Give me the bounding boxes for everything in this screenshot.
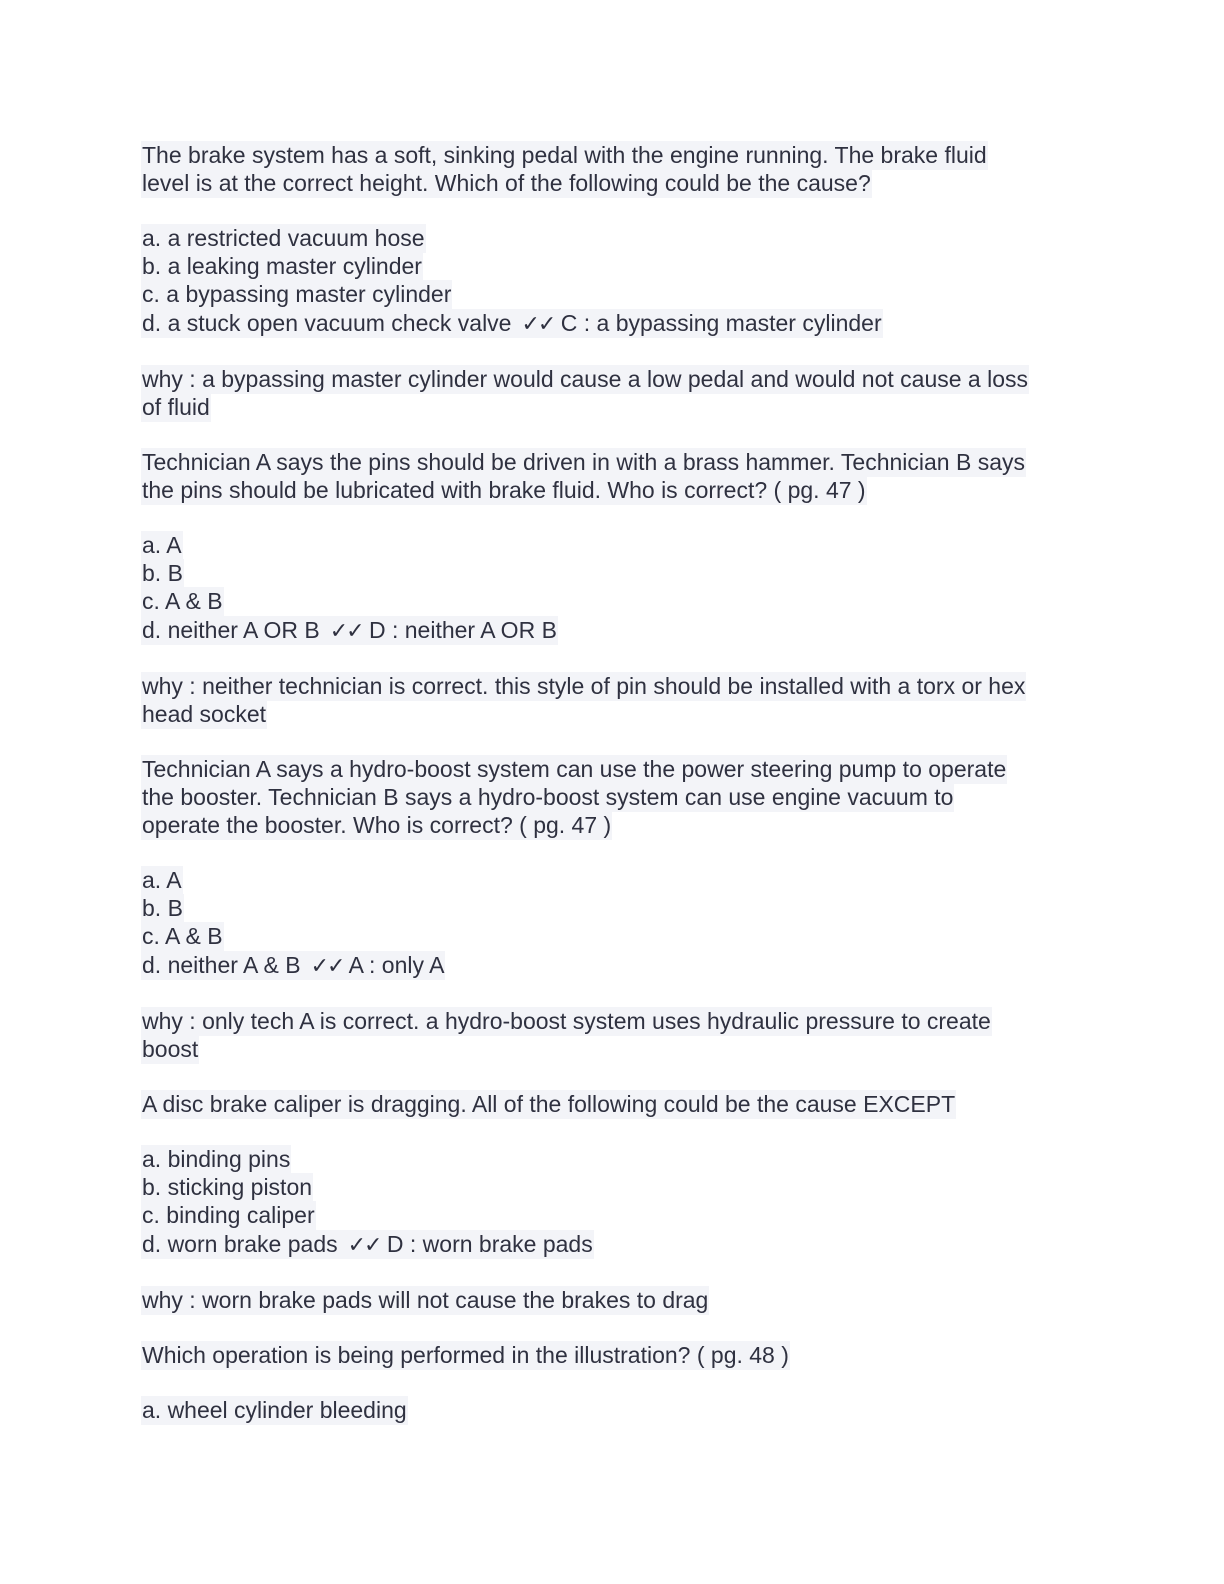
answer-option: a. binding pins xyxy=(142,1146,291,1172)
question-stem-line: The brake system has a soft, sinking pedal with the engine running. The brake fluid xyxy=(142,142,987,168)
question-stem-line: the booster. Technician B says a hydro-boost system can use engine vacuum to xyxy=(142,784,954,810)
answer-option: c. a bypassing master cylinder xyxy=(142,281,452,307)
correct-answer: D : worn brake pads xyxy=(386,1231,593,1257)
question-stem-line: Technician A says a hydro-boost system can use the power steering pump to operate xyxy=(142,756,1007,782)
question-block xyxy=(142,1090,1082,1341)
answer-option: b. B xyxy=(142,895,183,921)
double-check-icon: ✓✓ xyxy=(310,954,344,979)
question-stem-line: Technician A says the pins should be driven in with a brass hammer. Technician B says xyxy=(142,449,1025,475)
answer-option: d. neither A OR B ✓✓ D : neither A OR B xyxy=(142,617,557,644)
explanation-line: of fluid xyxy=(142,394,210,420)
explanation-line: why : a bypassing master cylinder would cause a low pedal and would not cause a loss xyxy=(142,366,1028,392)
answer-option: b. a leaking master cylinder xyxy=(142,253,422,279)
explanation-line: why : only tech A is correct. a hydro-boost system uses hydraulic pressure to create xyxy=(142,1008,991,1034)
answer-option: d. neither A & B ✓✓ A : only A xyxy=(142,952,445,979)
question-block xyxy=(142,755,1082,1090)
double-check-icon: ✓✓ xyxy=(347,1233,381,1258)
answer-option: a. wheel cylinder bleeding xyxy=(142,1397,407,1423)
answer-option: c. A & B xyxy=(142,923,223,949)
answer-option: d. worn brake pads ✓✓ D : worn brake pads xyxy=(142,1231,593,1258)
answer-option: a. a restricted vacuum hose xyxy=(142,225,425,251)
question-block xyxy=(142,141,1082,448)
question-stem-line: Which operation is being performed in the illustration? ( pg. 48 ) xyxy=(142,1342,789,1368)
question-block xyxy=(142,448,1082,755)
correct-answer: A : only A xyxy=(348,952,445,978)
explanation-line: why : worn brake pads will not cause the brakes to drag xyxy=(142,1287,709,1313)
question-stem-line: A disc brake caliper is dragging. All of the following could be the cause EXCEPT xyxy=(142,1091,956,1117)
double-check-icon: ✓✓ xyxy=(329,619,363,644)
explanation-line: head socket xyxy=(142,701,267,727)
answer-option: b. B xyxy=(142,560,183,586)
explanation-line: why : neither technician is correct. this style of pin should be installed with a torx or hex xyxy=(142,673,1026,699)
question-stem-line: the pins should be lubricated with brake fluid. Who is correct? ( pg. 47 ) xyxy=(142,477,866,503)
question-stem-line: level is at the correct height. Which of the following could be the cause? xyxy=(142,170,871,196)
answer-option: a. A xyxy=(142,532,182,558)
document-page xyxy=(142,141,1082,1424)
question-block xyxy=(142,1341,1082,1424)
answer-option: d. a stuck open vacuum check valve ✓✓ C : a bypassing master cylinder xyxy=(142,310,882,337)
explanation-line: boost xyxy=(142,1036,199,1062)
answer-option: c. binding caliper xyxy=(142,1202,315,1228)
correct-answer: D : neither A OR B xyxy=(368,617,557,643)
answer-option: c. A & B xyxy=(142,588,223,614)
double-check-icon: ✓✓ xyxy=(521,312,555,337)
question-stem-line: operate the booster. Who is correct? ( pg. 47 ) xyxy=(142,812,612,838)
answer-option: a. A xyxy=(142,867,182,893)
answer-option: b. sticking piston xyxy=(142,1174,313,1200)
correct-answer: C : a bypassing master cylinder xyxy=(560,310,882,336)
